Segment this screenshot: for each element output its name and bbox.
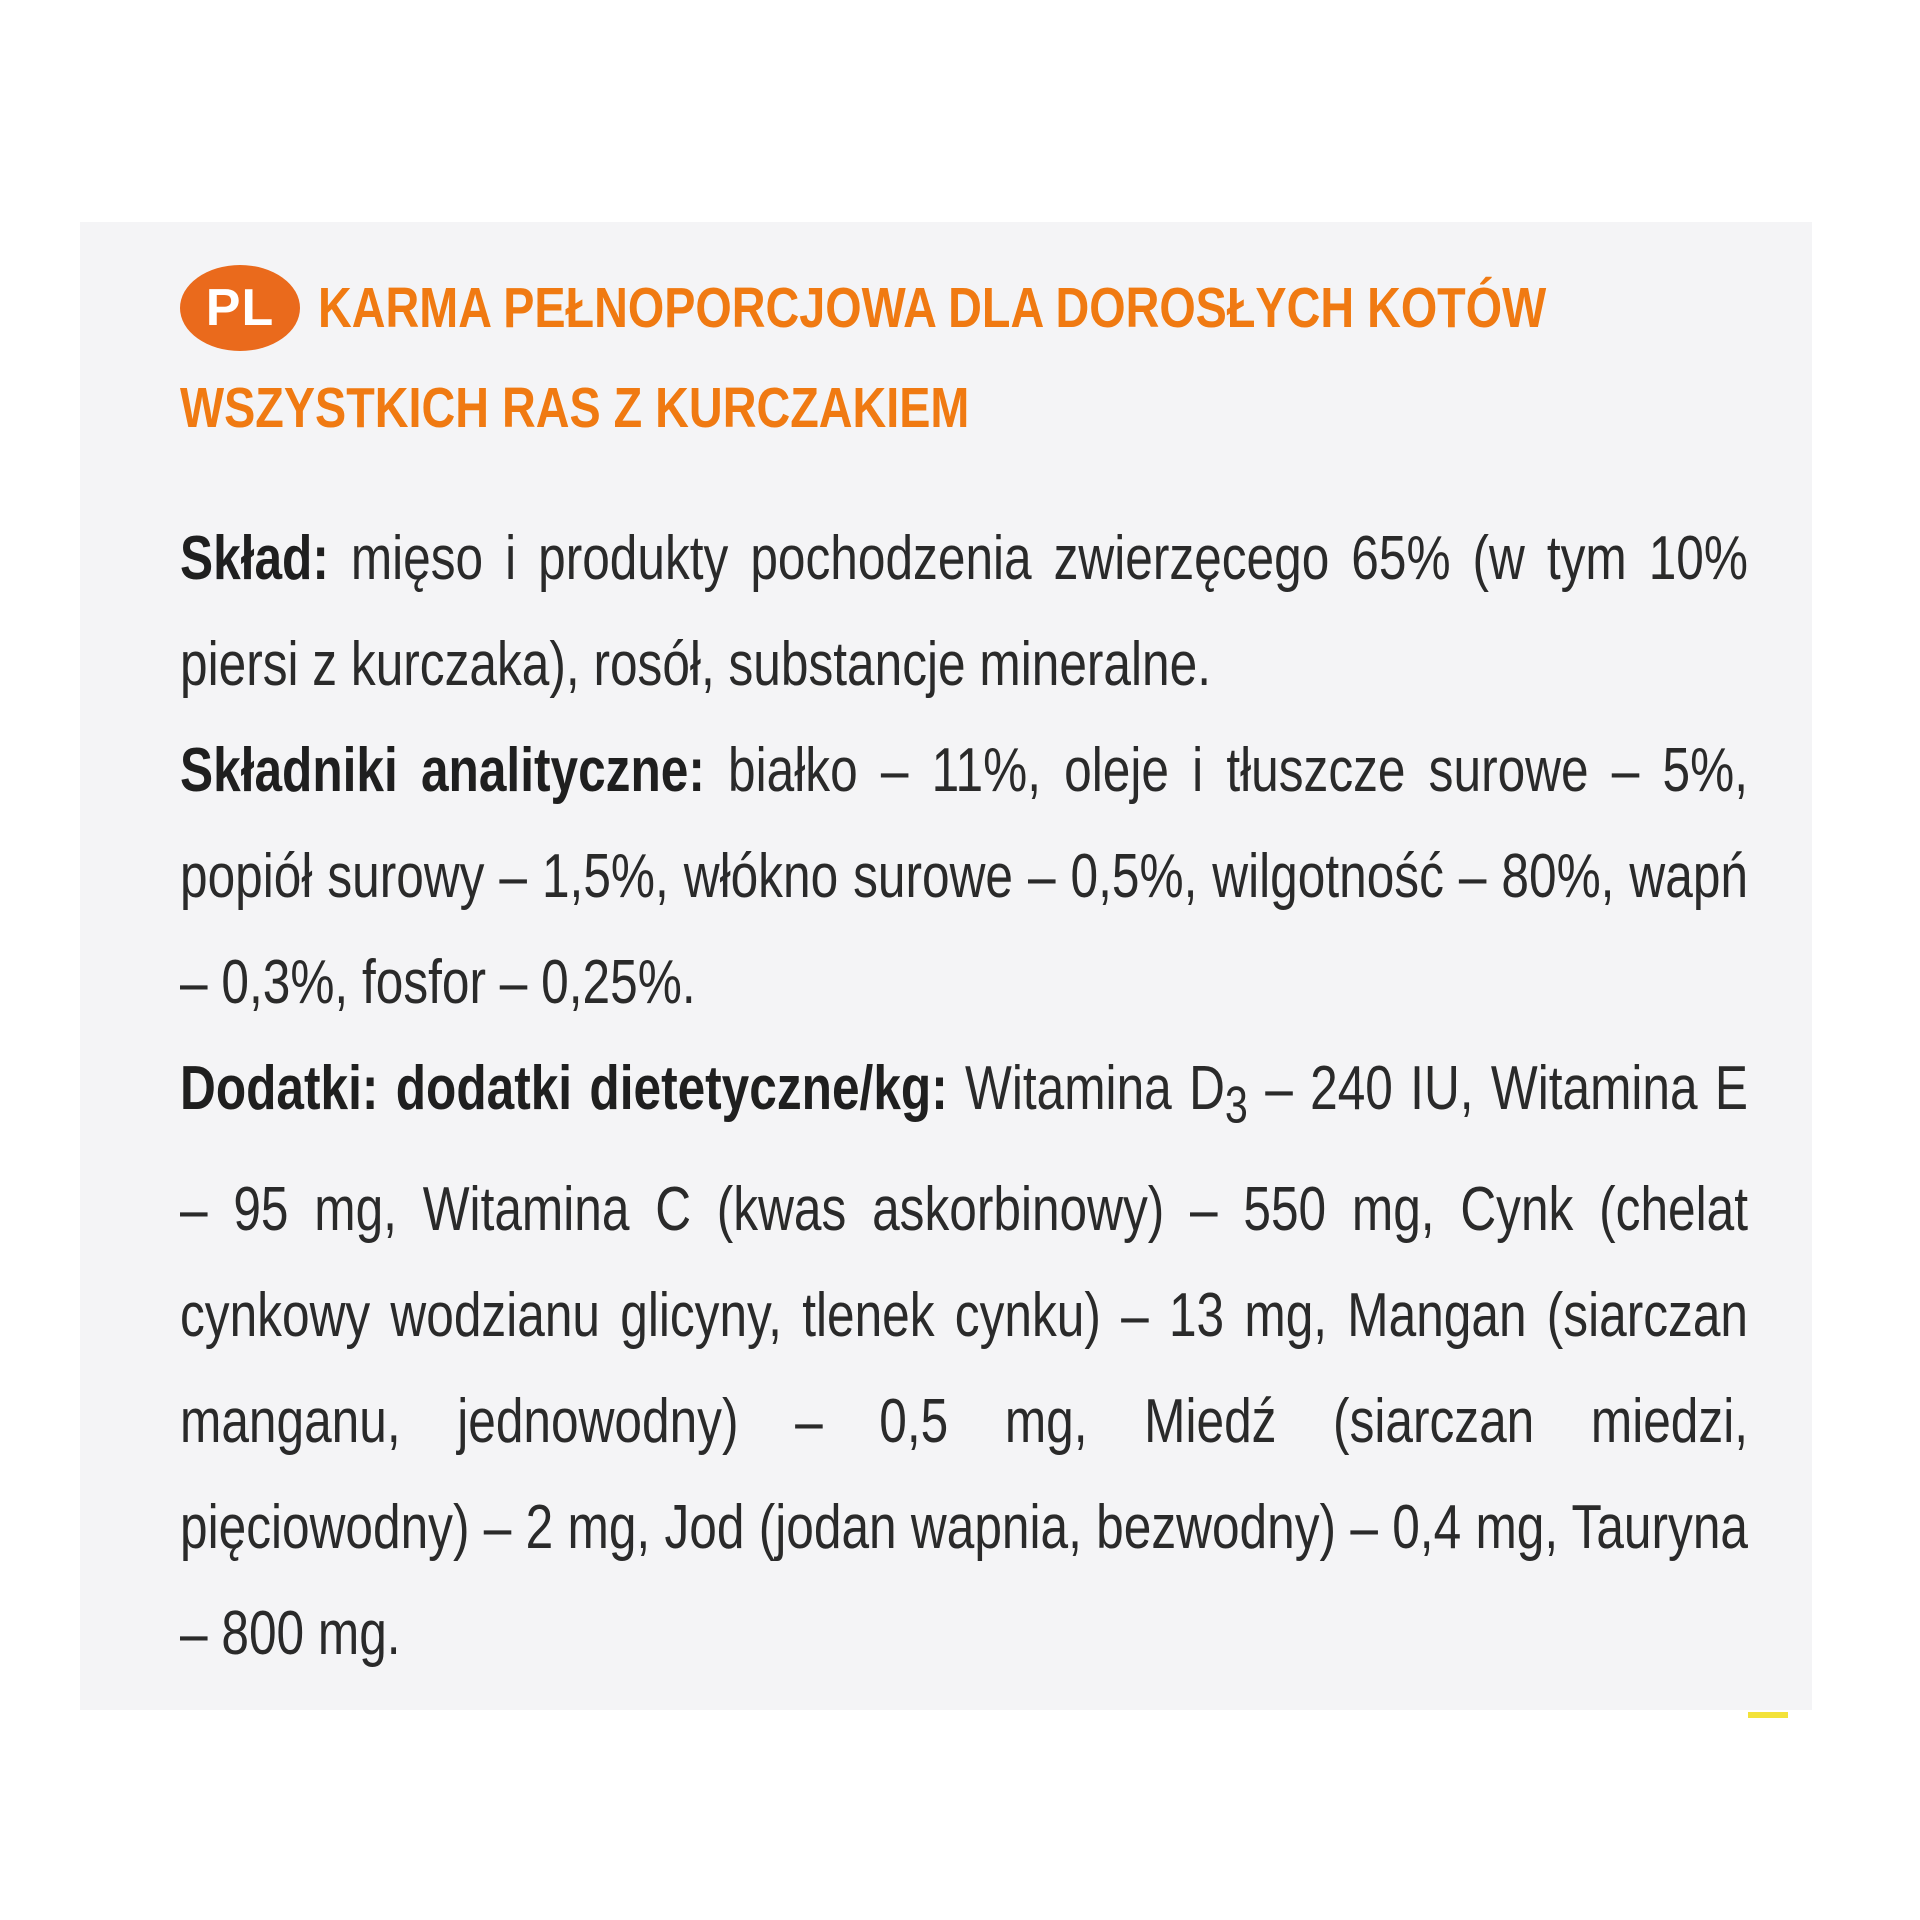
composition-label: Skład: [180,524,329,593]
composition-text: mięso i produkty pochodzenia zwierzęcego 65% (w tym 10% piersi z kurczaka), rosół, substancje mineralne. [180,524,1749,699]
additives-text-rest: – 240 IU, Witamina E – 95 mg, Witamina C (kwas askorbinowy) – 550 mg, Cynk (chelat cynkowy wodzianu glicyny, tlenek cynku) – 13 mg, Mangan (siarczan manganu, jednowodny) – 0,5 mg, Miedź (siarczan miedzi, pięciowodny) – 2 mg, Jod (jodan wapnia, bezwodny) – 0,4 mg, Tauryna – 800 mg. [180,1054,1748,1669]
vitamin-d-subscript: 3 [1224,1075,1248,1134]
analytical-label: Składniki analityczne: [180,736,705,805]
product-title-line-2: WSZYSTKICH RAS Z KURCZAKIEM [180,376,970,440]
additives-text-start: Witamina D [947,1054,1225,1123]
analytical-text: białko – 11%, oleje i tłuszcze surowe – 5%, popiół surowy – 1,5%, włókno surowe – 0,5%, wilgotność – 80%, wapń – 0,3%, fosfor – 0,25%. [180,736,1748,1017]
label-body [180,506,1748,1687]
language-badge: PL [180,265,300,351]
additives-paragraph [180,1036,1748,1687]
title-row [180,258,1780,358]
analytical-paragraph [180,718,1748,1036]
composition-paragraph [180,506,1748,718]
label-content [180,258,1780,1687]
yellow-edge-mark [1748,1712,1788,1718]
additives-label: Dodatki: dodatki dietetyczne/kg: [180,1054,948,1123]
product-title-line-1: KARMA PEŁNOPORCJOWA DLA DOROSŁYCH KOTÓW [318,276,1547,340]
